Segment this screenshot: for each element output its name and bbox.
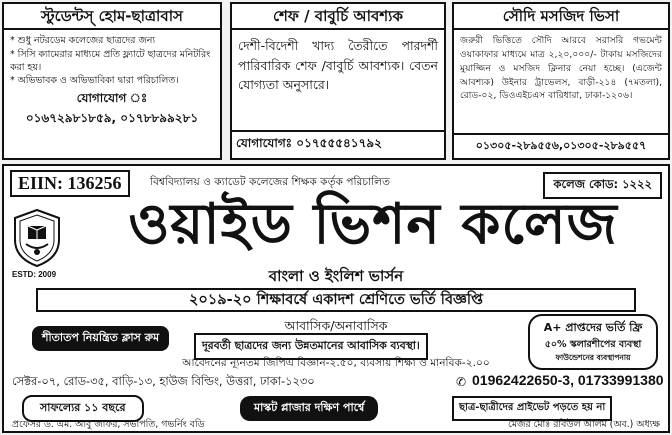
ad-wide-vision-college: [2, 164, 670, 433]
admission-banner: ২০১৯-২০ শিক্ষাবর্ষে একাদশ শ্রেণিতে ভর্তি বিজ্ঞপ্তি: [36, 288, 636, 312]
aplus-line-2: ৫০% স্কলারশীপের ব্যবস্থা: [544, 339, 642, 350]
ad-students-home-body: [4, 30, 220, 87]
ad-chef-title: শেফ / বাবুর্চি আবশ্যক: [232, 4, 444, 30]
ad-saudi-visa-phones: ০১৩০৫-২৮৯৫৫৬,০১৩০৫-২৮৯৫৫৭: [454, 133, 668, 158]
college-crest-icon: [12, 208, 62, 268]
established-year: ESTD: 2009: [12, 270, 57, 279]
managed-by-text: বিশ্ববিদ্যালয় ও ক্যাডেট কলেজের শিক্ষক কর্তৃক পরিচালিত: [150, 176, 391, 188]
ad-students-home-line: * শুধু নটরডেম কলেজের ছাত্রদের জন্য: [10, 35, 156, 47]
ad-students-home: [2, 2, 222, 160]
chairman-text: প্রফেসর ড. এম. আবু জাফর, সভাপতি, গভর্নিং বডি: [12, 419, 205, 430]
ad-chef-body: দেশী-বিদেশী খাদ্য তৈরীতে পারদর্শী পারিবারিক শেফ /বাবুর্চি আবশ্যক। বেতন যোগ্যতা অনুসারে।: [238, 38, 438, 92]
ad-chef-contact: যোগাযোগঃ ০১৭৫৫৫৪১৭৯২: [232, 130, 444, 158]
phone-icon: ✆: [456, 375, 467, 389]
aplus-line-3: ফাউন্ডেশনের ব্যবস্থাপনায়: [555, 353, 631, 362]
success-years-badge: সাফল্যের ১১ বছরে: [22, 395, 144, 422]
principal-text: মেজর মোঃ রবিউল আলম (অব.) অধ্যক্ষ: [508, 419, 660, 430]
residential-facility-note: দূরবর্তী ছাত্রদের জন্য উন্নতমানের আবাসিক ব্যবস্থা।: [194, 333, 428, 360]
aplus-line-1: A+ প্রাপ্তদের ভর্তি ফ্রি: [543, 321, 643, 334]
ad-students-home-line: * সিসি ক্যামেরার মাধ্যমে প্রতি ফ্ল্যাটে ছাত্রদের মনিটরিং করা হয়।: [10, 48, 211, 73]
ad-students-home-title: স্টুডেন্টস্ হোম-ছাত্রাবাস: [4, 4, 220, 30]
college-version: বাংলা ও ইংলিশ ভার্সন: [268, 267, 404, 285]
ad-chef: [230, 2, 446, 160]
minimum-gpa-text: আবেদনের ন্যূনতম জিপিএ বিজ্ঞান-২.৫০, ব্যবসায় শিক্ষা ও মানবিক-২.০০: [182, 357, 490, 369]
ac-class-badge: শীতাতপ নিয়ন্ত্রিত ক্লাস রুম: [32, 326, 169, 351]
residential-label: আবাসিক/অনাবাসিক: [284, 318, 388, 333]
college-name: ওয়াইড ভিশন কলেজ: [128, 192, 618, 257]
ad-saudi-visa-title: সৌদি মসজিদ ভিসা: [454, 4, 668, 30]
ad-students-home-contact-label: যোগাযোগ ঃ: [76, 90, 148, 105]
eiin-badge: EIIN: 136256: [10, 170, 130, 197]
college-address: সেক্টর-০৭, রোড-৩৫, বাড়ি-১৩, হাউজ বিল্ডিং, উত্তরা, ঢাকা-১২৩০: [12, 374, 315, 388]
no-private-tuition-badge: ছাত্র-ছাত্রীদের প্রাইভেট পড়তে হয় না: [452, 396, 612, 421]
college-code-badge: কলেজ কোড: ১২২২: [543, 172, 662, 199]
ad-saudi-visa-body: জরুরী ভিত্তিতে সৌদি আরবে সরাসরি গভমেন্ট ওয়াকাফার মাধ্যমে মাত্র ২,২০,০০০/- টাকায় মসজিদের মুয়াজ্জিন ও মসজিদ ক্লিনার নেয়া হচ্ছে। (এজেন্ট আবশ্যক) উইনার ট্রাভেলস, বাড়ী-২১৪ (৭মতলা), রোড-০২, ডিওএইচএস বারিধারা, ঢাকা-১২০৬।: [460, 35, 662, 102]
college-phones: 01962422650-3, 01733991380: [472, 372, 664, 388]
ad-students-home-contact-numbers: ০১৬৭২৯৮১৮৫৯, ০১৭৮৮৯৯২৮১: [25, 110, 199, 125]
ad-saudi-visa: [452, 2, 670, 160]
location-badge: মাস্কট প্লাজার দক্ষিণ পার্শ্বে: [240, 396, 378, 421]
ad-students-home-line: * অভিভাবক ও অভিভাবিকা দ্বারা পরিচালিত।: [10, 75, 179, 87]
